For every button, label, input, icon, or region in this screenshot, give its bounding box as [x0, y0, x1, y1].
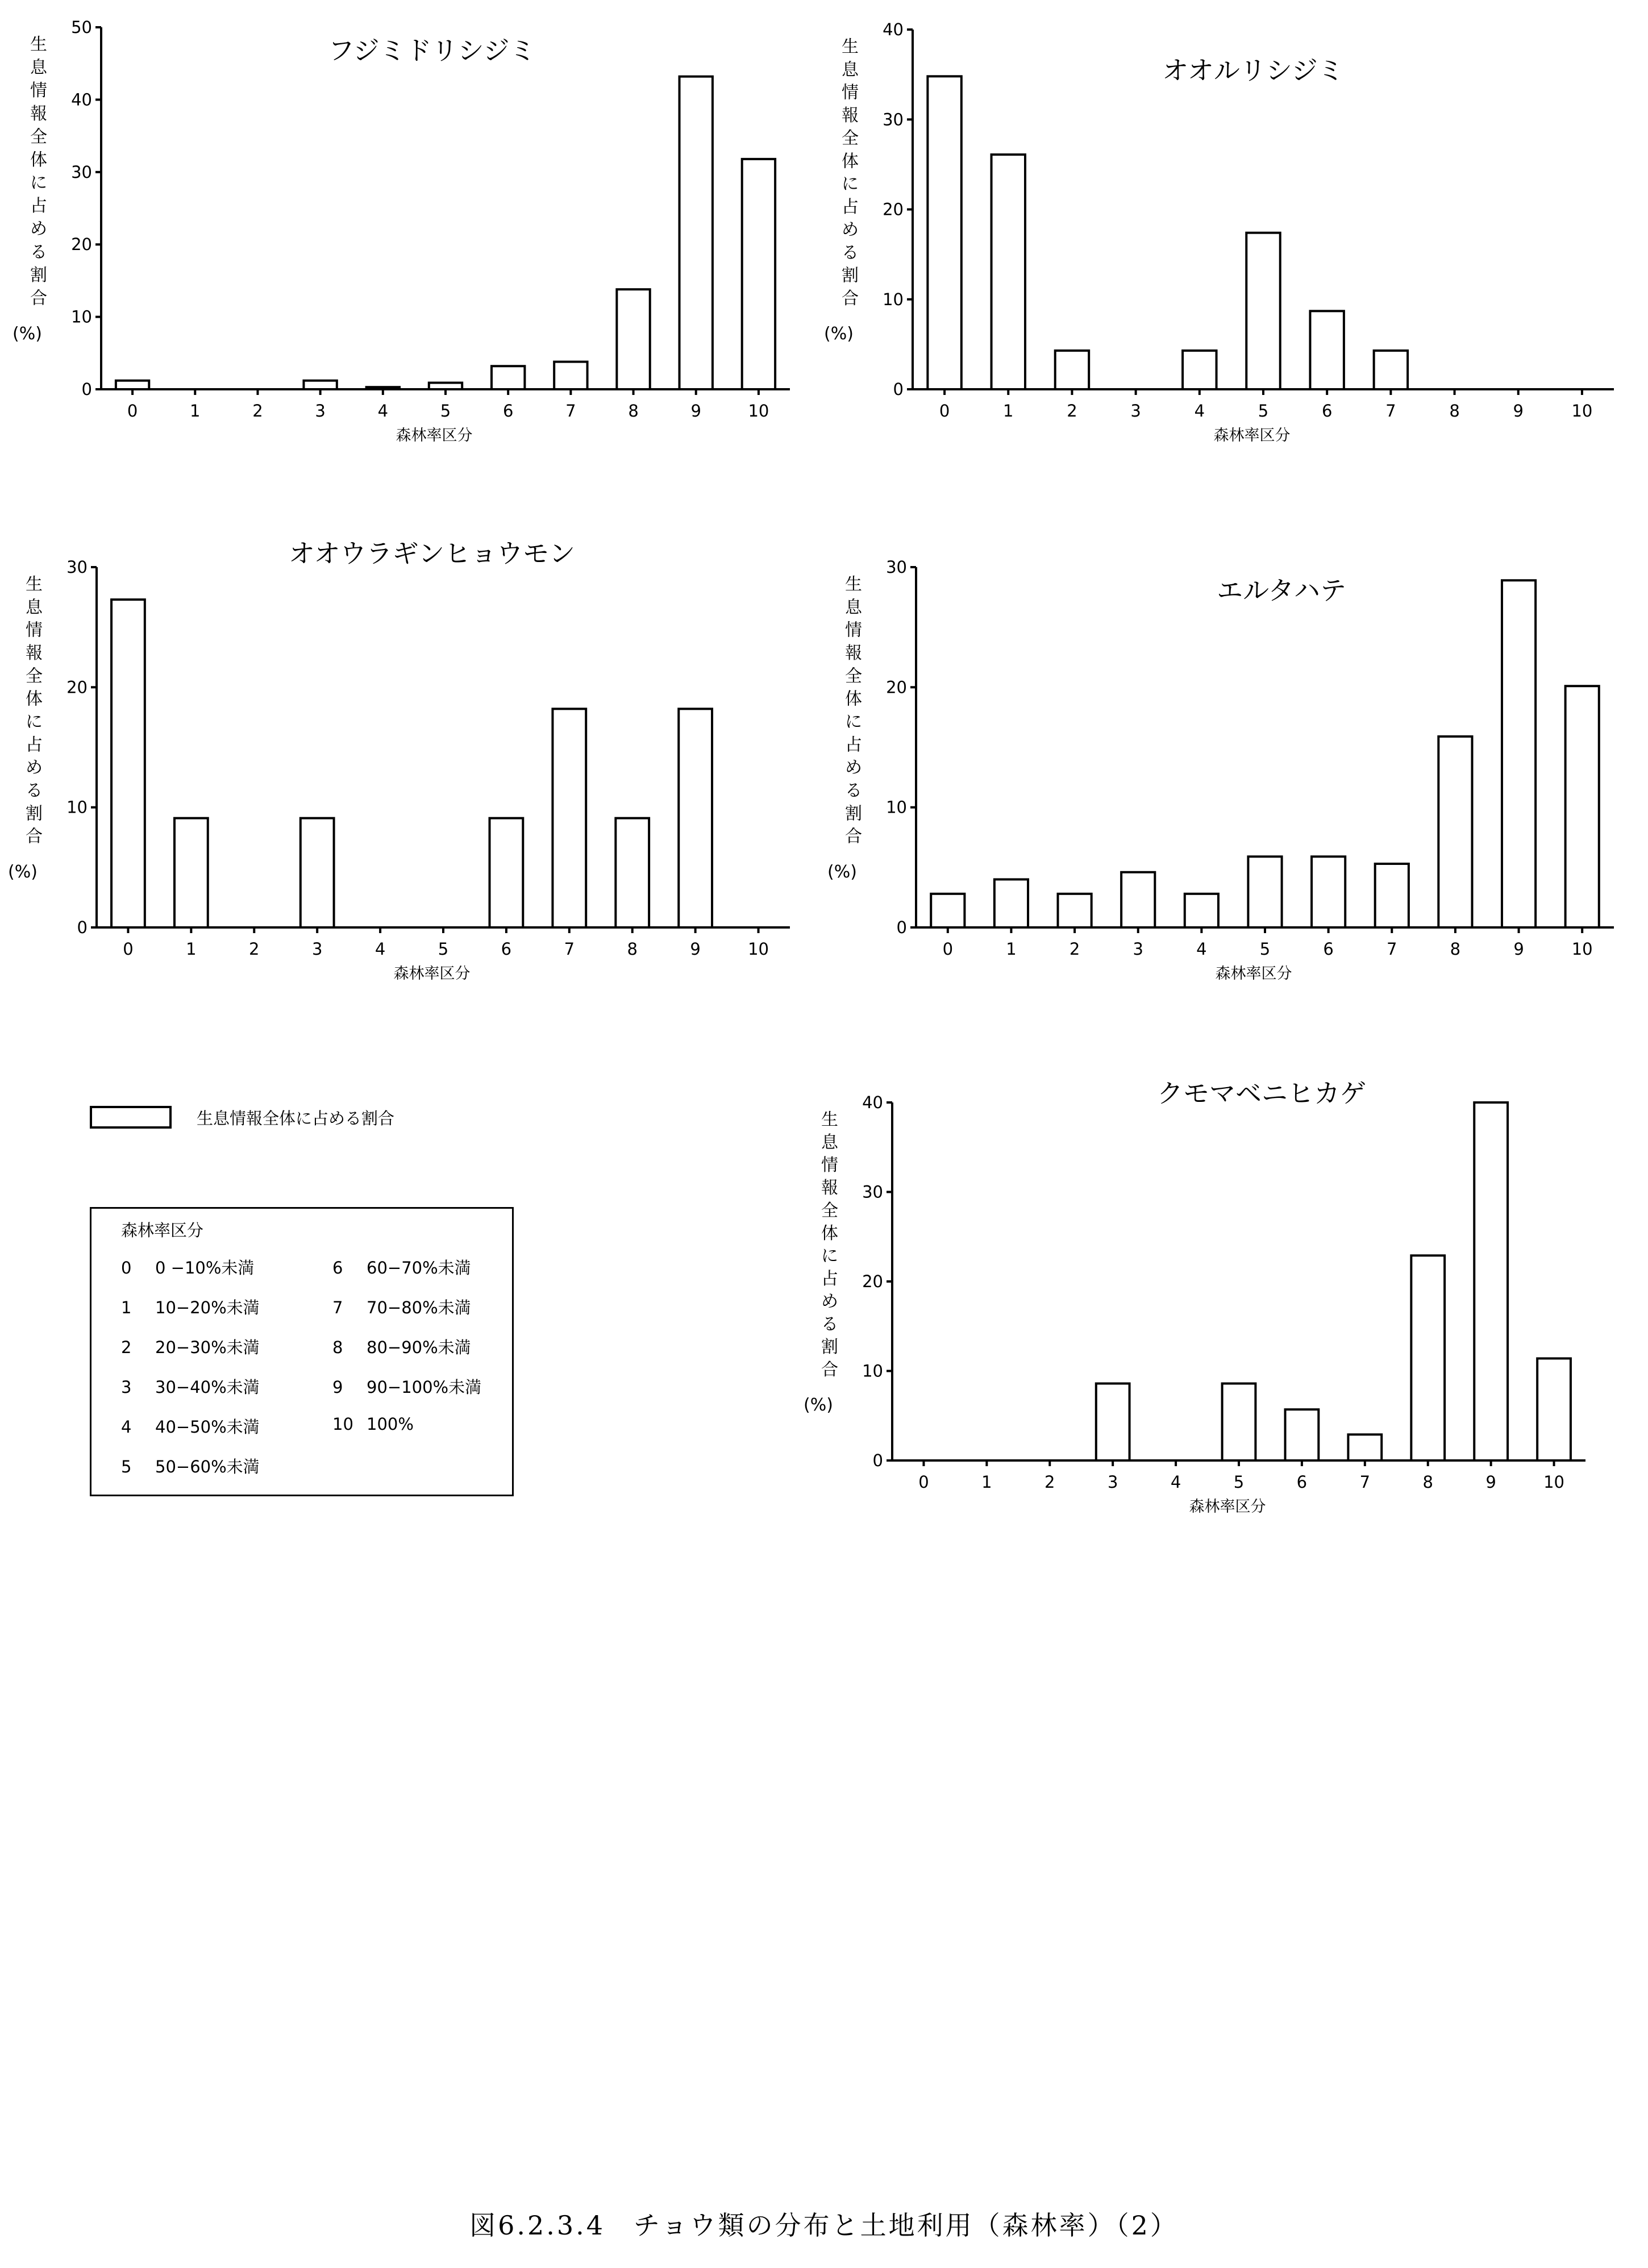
bar — [1246, 233, 1280, 389]
x-tick-label: 10 — [1571, 401, 1593, 421]
x-tick-label: 4 — [1196, 939, 1207, 959]
y-tick-label: 20 — [71, 235, 92, 255]
y-tick-label: 10 — [71, 307, 92, 327]
bar — [1566, 686, 1599, 927]
y-axis-label: 生息情報全体に占める割合(%) — [804, 1110, 838, 1415]
bar — [116, 381, 149, 389]
bar — [1058, 894, 1092, 927]
x-tick-label: 10 — [1543, 1472, 1564, 1492]
chart-title: フジミドリシジミ — [328, 35, 536, 66]
chart-title: クモマベニヒカゲ — [1157, 1078, 1366, 1109]
y-tick-label: 30 — [71, 162, 92, 182]
y-tick-label: 0 — [81, 380, 92, 399]
y-tick-label: 0 — [77, 918, 88, 937]
y-tick-label: 30 — [66, 557, 88, 577]
x-tick-label: 2 — [1044, 1472, 1055, 1492]
x-tick-label: 3 — [1133, 939, 1143, 959]
bar — [1055, 351, 1089, 389]
bar — [492, 366, 525, 389]
x-tick-label: 4 — [1194, 401, 1205, 421]
x-tick-label: 0 — [127, 401, 138, 421]
y-tick-label: 40 — [883, 20, 904, 39]
bar — [1474, 1102, 1508, 1460]
chart-title: オオルリシジミ — [1162, 55, 1344, 86]
legend-label: 生息情報全体に占める割合 — [197, 1108, 395, 1128]
bar — [1185, 894, 1218, 927]
class-entry: 7 70−80%未満 — [332, 1298, 471, 1317]
y-tick-label: 10 — [66, 797, 88, 817]
bar — [552, 709, 586, 927]
y-tick-label: 0 — [896, 918, 907, 937]
chart-oouraginhyoumon — [0, 528, 824, 1006]
y-tick-label: 30 — [862, 1182, 883, 1202]
bar — [679, 709, 712, 927]
bar — [1537, 1358, 1571, 1460]
class-entry: 3 30−40%未満 — [121, 1378, 260, 1397]
x-tick-label: 2 — [252, 401, 263, 421]
class-entry: 5 50−60%未満 — [121, 1457, 260, 1476]
bar — [617, 289, 650, 389]
x-tick-label: 3 — [1130, 401, 1141, 421]
x-tick-label: 9 — [1485, 1472, 1496, 1492]
x-tick-label: 7 — [1359, 1472, 1371, 1492]
bar — [301, 818, 334, 927]
bar — [1183, 351, 1216, 389]
bar — [615, 818, 649, 927]
x-tick-label: 8 — [1450, 939, 1461, 959]
x-tick-label: 9 — [1513, 401, 1524, 421]
legend — [90, 1105, 394, 1130]
bar — [927, 76, 961, 389]
y-tick-label: 10 — [883, 289, 904, 309]
bar — [1121, 872, 1155, 927]
bar — [1438, 736, 1472, 927]
x-tick-label: 9 — [690, 401, 701, 421]
y-axis-label: 生息情報全体に占める割合(%) — [827, 575, 862, 882]
x-tick-label: 1 — [1003, 401, 1014, 421]
x-tick-label: 6 — [501, 939, 512, 959]
bar — [992, 155, 1025, 389]
chart-title: オオウラギンヒョウモン — [288, 538, 576, 569]
x-tick-label: 3 — [311, 939, 323, 959]
chart-title: エルタハテ — [1217, 575, 1346, 606]
x-tick-label: 4 — [377, 401, 389, 421]
x-tick-label: 1 — [981, 1472, 992, 1492]
x-tick-label: 10 — [748, 939, 769, 959]
class-legend-title: 森林率区分 — [121, 1221, 204, 1240]
x-tick-label: 5 — [440, 401, 451, 421]
bar — [174, 818, 208, 927]
y-tick-label: 20 — [66, 677, 88, 697]
x-tick-label: 0 — [123, 939, 134, 959]
x-tick-label: 6 — [1321, 401, 1333, 421]
bar — [1502, 580, 1535, 927]
x-axis-label: 森林率区分 — [393, 965, 471, 983]
x-tick-label: 6 — [502, 401, 514, 421]
y-tick-label: 10 — [886, 797, 907, 817]
class-entry: 8 80−90%未満 — [332, 1338, 471, 1357]
x-tick-label: 2 — [249, 939, 260, 959]
x-tick-label: 6 — [1296, 1472, 1308, 1492]
bar — [1285, 1409, 1319, 1460]
bar — [1375, 864, 1409, 927]
x-tick-label: 3 — [1107, 1472, 1118, 1492]
x-tick-label: 6 — [1323, 939, 1334, 959]
chart-erutahate — [824, 528, 1648, 1006]
x-tick-label: 8 — [628, 401, 639, 421]
class-entry: 1 10−20%未満 — [121, 1298, 260, 1317]
bar — [303, 381, 336, 389]
x-tick-label: 1 — [186, 939, 197, 959]
figure-caption: 図6.2.3.4 チョウ類の分布と土地利用（森林率）（2） — [469, 2210, 1179, 2241]
x-axis-label: 森林率区分 — [1213, 427, 1291, 444]
x-tick-label: 8 — [627, 939, 638, 959]
x-tick-label: 4 — [1170, 1472, 1181, 1492]
chart-fujimidorishijimi — [0, 0, 824, 477]
x-tick-label: 9 — [1513, 939, 1524, 959]
x-tick-label: 7 — [565, 401, 576, 421]
class-entry: 4 40−50%未満 — [121, 1417, 260, 1437]
y-tick-label: 20 — [883, 199, 904, 219]
y-tick-label: 0 — [893, 380, 904, 399]
bar — [1312, 856, 1345, 927]
bar — [680, 77, 713, 389]
y-tick-label: 0 — [872, 1451, 883, 1470]
x-axis-label: 森林率区分 — [1189, 1498, 1266, 1516]
bar — [1096, 1384, 1130, 1460]
class-entry: 10 100% — [332, 1414, 414, 1434]
x-tick-label: 1 — [1006, 939, 1017, 959]
x-tick-label: 0 — [918, 1472, 929, 1492]
x-tick-label: 5 — [1258, 401, 1269, 421]
x-tick-label: 5 — [1259, 939, 1271, 959]
bar — [994, 879, 1028, 927]
x-tick-label: 10 — [748, 401, 769, 421]
x-tick-label: 8 — [1449, 401, 1460, 421]
class-entry: 6 60−70%未満 — [332, 1258, 471, 1277]
y-tick-label: 40 — [862, 1093, 883, 1112]
x-tick-label: 0 — [942, 939, 954, 959]
x-tick-label: 1 — [190, 401, 201, 421]
chart-oorurishijimi — [824, 0, 1648, 477]
bar — [1222, 1384, 1256, 1460]
class-entry: 2 20−30%未満 — [121, 1338, 260, 1357]
bar — [742, 159, 775, 389]
x-tick-label: 8 — [1422, 1472, 1433, 1492]
bar — [490, 818, 523, 927]
x-tick-label: 7 — [1387, 939, 1397, 959]
chart-kumomabenihikage — [804, 1068, 1648, 1546]
y-tick-label: 20 — [886, 677, 907, 697]
class-entry: 9 90−100%未満 — [332, 1378, 482, 1397]
x-tick-label: 0 — [939, 401, 950, 421]
x-tick-label: 4 — [374, 939, 386, 959]
y-axis-label: 生息情報全体に占める割合(%) — [824, 37, 859, 344]
x-tick-label: 10 — [1571, 939, 1593, 959]
x-tick-label: 7 — [1385, 401, 1396, 421]
x-tick-label: 3 — [315, 401, 326, 421]
bar — [111, 600, 145, 927]
bar — [1348, 1434, 1381, 1460]
x-tick-label: 2 — [1069, 939, 1080, 959]
bar — [1248, 856, 1281, 927]
forest-ratio-class-legend — [90, 1207, 514, 1496]
x-tick-label: 5 — [1233, 1472, 1245, 1492]
x-tick-label: 2 — [1067, 401, 1077, 421]
x-tick-label: 7 — [564, 939, 575, 959]
bar — [1374, 351, 1408, 389]
bar — [931, 894, 964, 927]
legend-swatch — [90, 1106, 172, 1129]
y-tick-label: 40 — [71, 90, 92, 110]
y-tick-label: 50 — [71, 18, 92, 37]
x-axis-label: 森林率区分 — [396, 427, 473, 444]
bar — [1310, 311, 1343, 389]
y-axis-label: 生息情報全体に占める割合(%) — [13, 35, 47, 344]
bar — [1411, 1255, 1445, 1460]
x-tick-label: 5 — [438, 939, 449, 959]
y-tick-label: 10 — [862, 1361, 883, 1381]
bar — [554, 362, 587, 389]
y-tick-label: 30 — [886, 557, 907, 577]
class-entry: 0 0 −10%未満 — [121, 1258, 255, 1277]
y-axis-label: 生息情報全体に占める割合(%) — [8, 575, 43, 882]
y-tick-label: 30 — [883, 110, 904, 130]
y-tick-label: 20 — [862, 1272, 883, 1291]
x-tick-label: 9 — [690, 939, 701, 959]
x-axis-label: 森林率区分 — [1215, 965, 1292, 983]
